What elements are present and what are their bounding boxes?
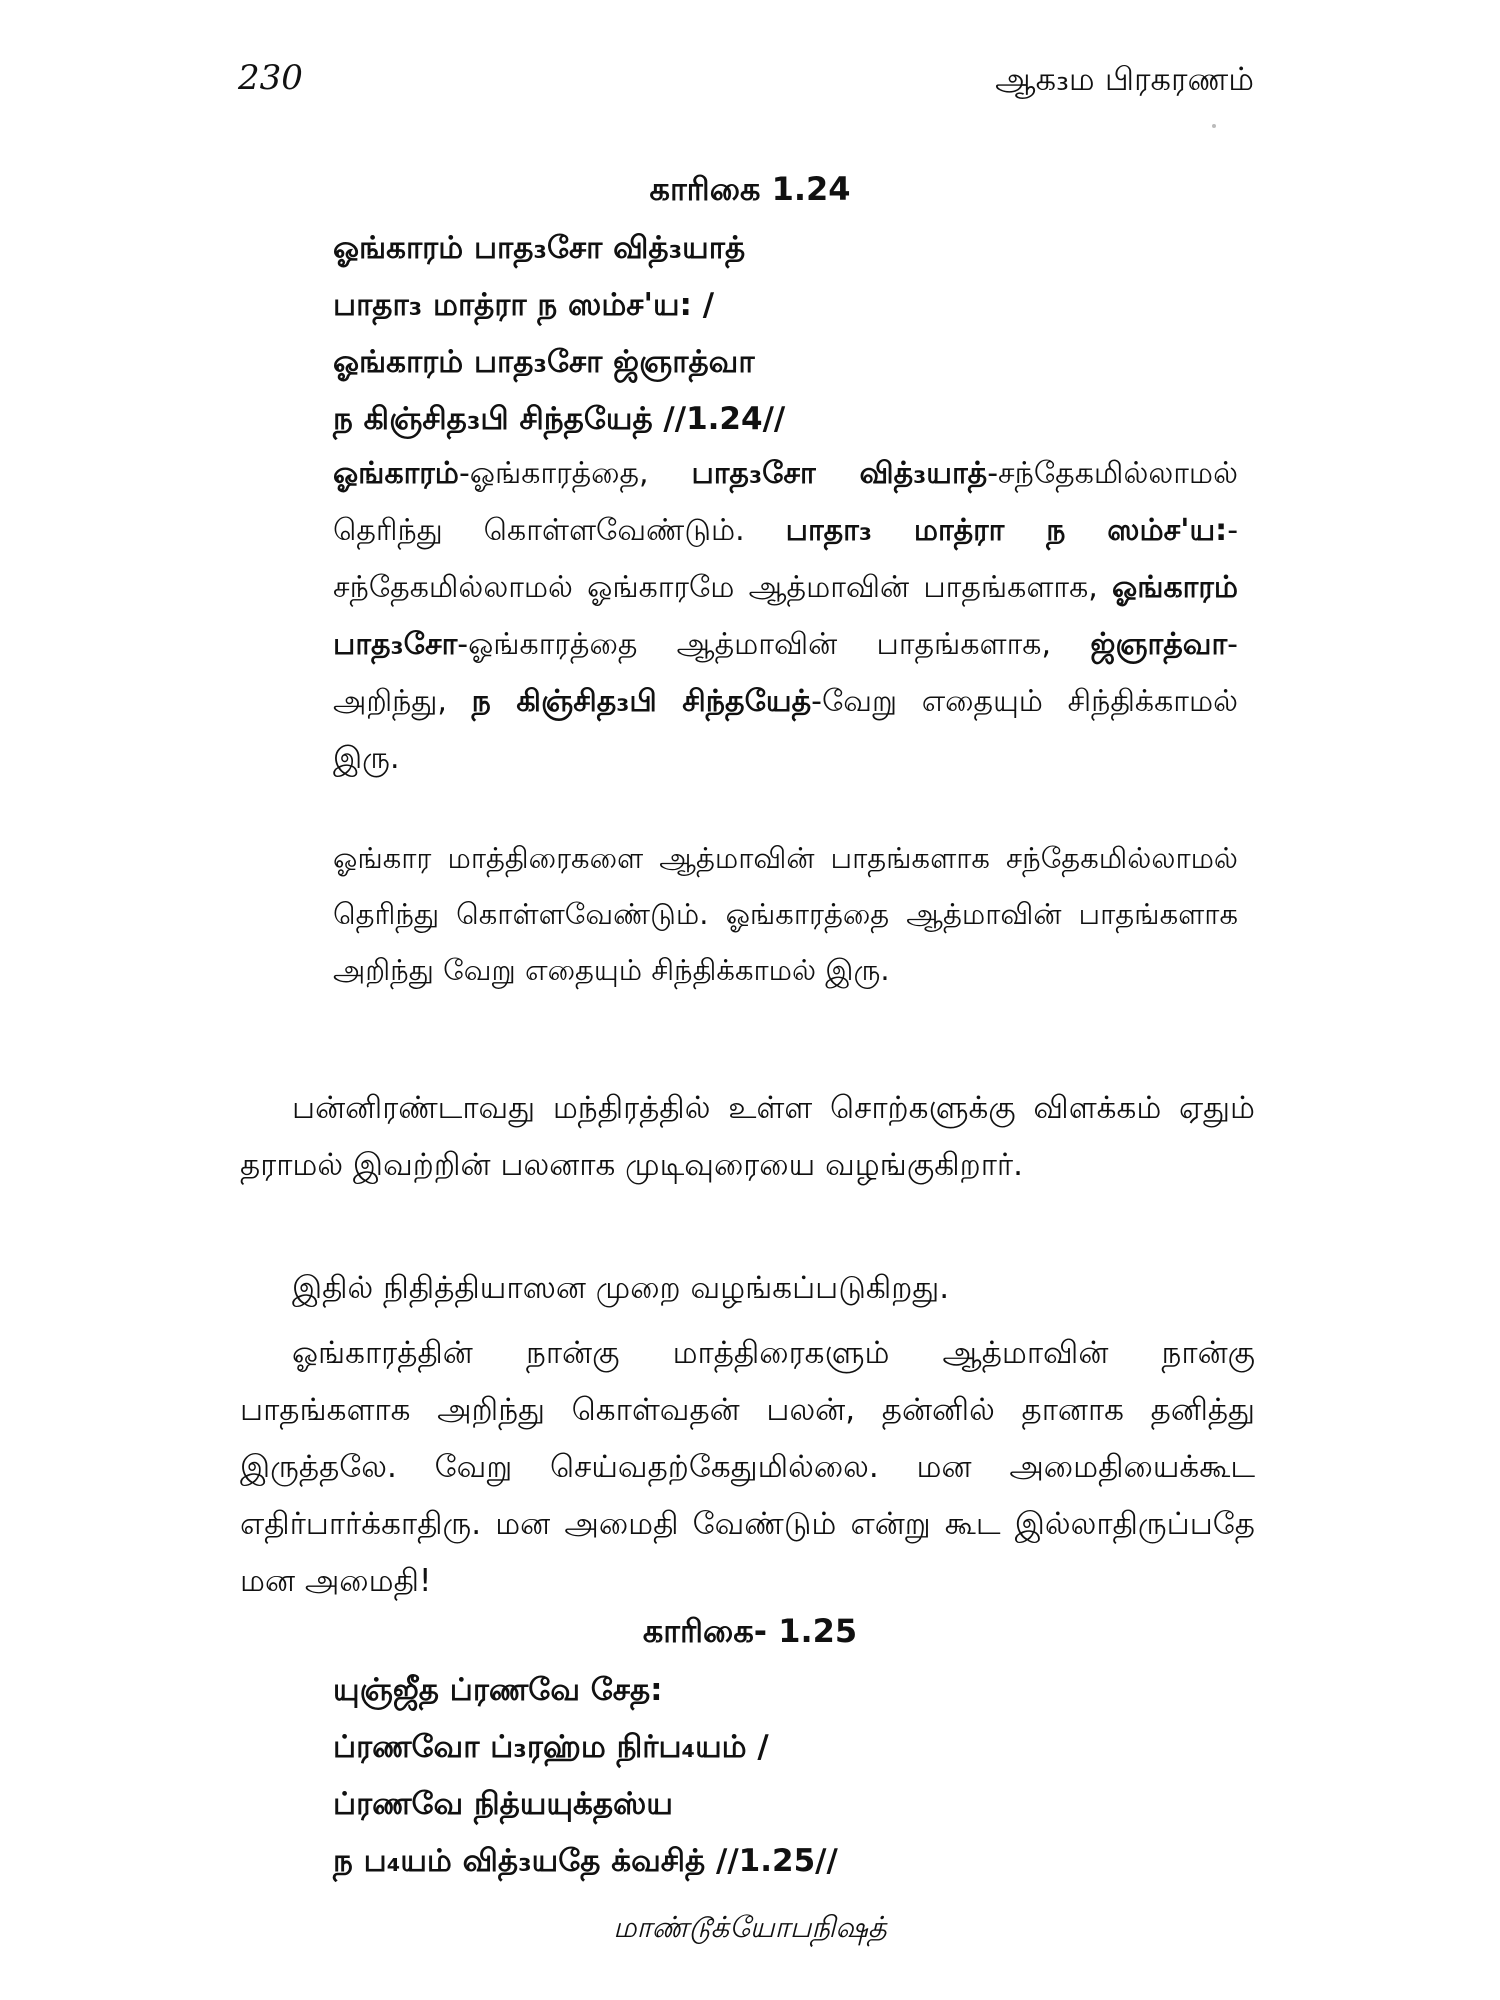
karika-heading-1-25: காரிகை- 1.25 (642, 1612, 858, 1650)
page-number: 230 (238, 58, 303, 98)
gloss-meaning: -அறிந்து, (333, 627, 1238, 719)
gloss-meaning: -சந்தேகமில்லாமல் தெரிந்து கொள்ளவேண்டும். (333, 456, 1238, 548)
gloss-meaning: -ஓங்காரத்தை ஆத்மாவின் பாதங்களாக, (457, 627, 1091, 662)
gloss-meaning: -சந்தேகமில்லாமல் ஓங்காரமே ஆத்மாவின் பாதங்களாக, (333, 513, 1239, 605)
verse-line: ந ப₄யம் வித்₃யதே க்வசித் //1.25// (333, 1843, 838, 1879)
gloss-meaning: -வேறு எதையும் சிந்திக்காமல் இரு. (333, 684, 1238, 776)
gloss-term: பாதா₃ மாத்ரா ந ஸம்ச'ய: (785, 513, 1228, 548)
scan-speck (1212, 124, 1216, 128)
paragraph: இதில் நிதித்தியாஸன முறை வழங்கப்படுகிறது. (292, 1270, 950, 1306)
verse-line: யுஞ்ஜீத ப்ரணவே சேத: (333, 1672, 663, 1708)
verse-line: பாதா₃ மாத்ரா ந ஸம்ச'ய: / (333, 287, 715, 323)
summary-1-24: ஓங்கார மாத்திரைகளை ஆத்மாவின் பாதங்களாக சந்தேகமில்லாமல் தெரிந்து கொள்ளவேண்டும். ஓங்காரத்தை ஆத்மாவின் பாதங்களாக அறிந்து வேறு எதையும் சிந்திக்காமல் இரு. (333, 841, 1238, 987)
footer-book-title: மாண்டூக்யோபநிஷத் (613, 1910, 887, 1944)
paragraph: பன்னிரண்டாவது மந்திரத்தில் உள்ள சொற்களுக்கு விளக்கம் ஏதும் தராமல் இவற்றின் பலனாக முடிவுரையை வழங்குகிறார். (240, 1090, 1255, 1183)
verse-line: ந கிஞ்சித₃பி சிந்தயேத் //1.24// (333, 401, 786, 437)
verse-1-24 (333, 220, 785, 448)
verse-line: ப்ரணவோ ப்₃ரஹ்ம நிர்ப₄யம் / (333, 1729, 769, 1765)
gloss-term: பாத₃சோ வித்₃யாத் (691, 456, 988, 491)
word-gloss-1-24 (333, 445, 1238, 787)
gloss-meaning: -ஓங்காரத்தை, (458, 456, 692, 491)
verse-1-25 (333, 1662, 838, 1890)
running-title: ஆக₃ம பிரகரணம் (995, 60, 1254, 98)
verse-line: ஓங்காரம் பாத₃சோ ஜ்ஞாத்வா (333, 344, 755, 380)
gloss-term: ஓங்காரம் (333, 456, 459, 491)
verse-line: ப்ரணவே நித்யயுக்தஸ்ய (333, 1786, 673, 1822)
verse-line: ஓங்காரம் பாத₃சோ வித்₃யாத் (333, 230, 746, 266)
gloss-term: ந கிஞ்சித₃பி சிந்தயேத் (471, 684, 812, 719)
karika-heading-1-24: காரிகை 1.24 (649, 170, 851, 208)
paragraph: ஓங்காரத்தின் நான்கு மாத்திரைகளும் ஆத்மாவின் நான்கு பாதங்களாக அறிந்து கொள்வதன் பலன், தன்னில் தானாக தனித்து இருத்தலே. வேறு செய்வதற்கேதுமில்லை. மன அமைதியைக்கூட எதிர்பார்க்காதிரு. மன அமைதி வேண்டும் என்று கூட இல்லாதிருப்பதே மன அமைதி! (240, 1335, 1255, 1599)
gloss-term: ஓங்காரம் பாத₃சோ (333, 570, 1238, 662)
gloss-term: ஜ்ஞாத்வா (1090, 627, 1228, 662)
